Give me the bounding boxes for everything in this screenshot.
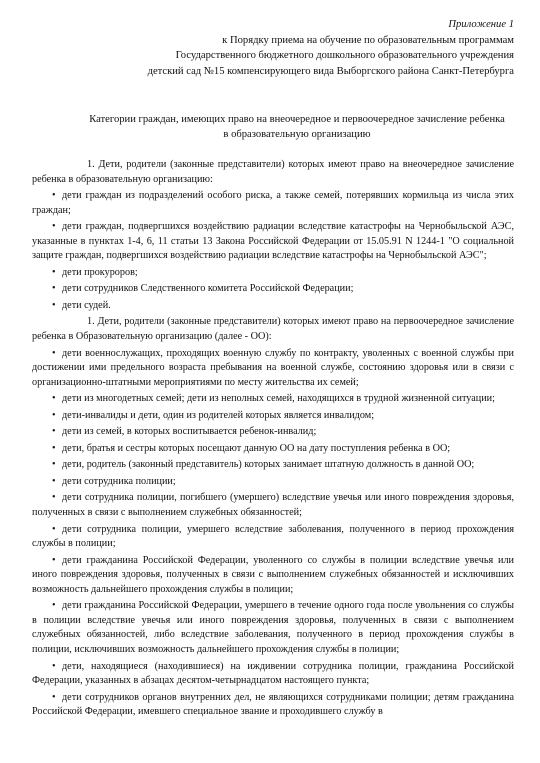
list-item-text: дети прокуроров;	[62, 266, 138, 278]
list-item-text: дети-инвалиды и дети, один из родителей которых является инвалидом;	[62, 409, 375, 421]
bullet-icon: •	[52, 221, 56, 233]
list-item	[32, 347, 514, 391]
bullet-icon: •	[52, 426, 56, 438]
list-item-text: дети, находящиеся (находившиеся) на иждивении сотрудника полиции, гражданина Российской Федерации, указанных в абзацах десятом-четырнадцатом настоящего пункта;	[32, 660, 514, 687]
list-item	[32, 266, 514, 281]
title-line: Категории граждан, имеющих право на внеочередное и первоочередное зачисление ребенка	[89, 114, 505, 125]
bullet-icon: •	[52, 190, 56, 202]
list-item	[32, 458, 514, 473]
header-line: к Порядку приема на обучение по образовательным программам	[222, 34, 514, 46]
bullet-icon: •	[52, 492, 56, 504]
list-item	[32, 409, 514, 424]
bullet-icon: •	[52, 393, 56, 405]
bullet-icon: •	[52, 347, 56, 359]
list-item-text: дети граждан, подвергшихся воздействию радиации вследствие катастрофы на Чернобыльской АЭС, указанные в пунктах 1-4, 6, 11 статьи 13 Закона Российской Федерации от 15.05.91 N 1244-1 "О социальной защите граждан, подвергшихся воздействию радиации вследствие катастрофы на Чернобыльской АЭС";	[32, 221, 514, 262]
bullet-icon: •	[52, 660, 56, 672]
list-item-text: дети, родитель (законный представитель) которых занимает штатную должность в данной ОО;	[62, 459, 475, 471]
list-item-text: дети, братья и сестры которых посещают данную ОО на дату поступления ребенка в ОО;	[62, 442, 451, 454]
list-item	[32, 691, 514, 720]
bullet-icon: •	[52, 266, 56, 278]
list-item	[32, 554, 514, 598]
list-item-text: дети сотрудника полиции;	[62, 475, 176, 487]
list-item	[32, 282, 514, 297]
list-item-text: дети сотрудника полиции, умершего вследствие заболевания, полученного в период прохождения службы в полиции;	[32, 523, 514, 550]
document-title	[80, 112, 514, 142]
list-item	[32, 523, 514, 552]
list-item-text: дети сотрудников Следственного комитета Российской Федерации;	[62, 283, 354, 295]
list-item	[32, 425, 514, 440]
document-header	[148, 17, 514, 79]
bullet-icon: •	[52, 523, 56, 535]
title-line: в образовательную организацию	[223, 129, 371, 140]
list-item-text: дети из семей, в которых воспитывается ребенок-инвалид;	[62, 426, 317, 438]
list-item-text: дети гражданина Российской Федерации, уволенного со службы в полиции вследствие увечья или иного повреждения здоровья, полученных в связи с выполнением служебных обязанностей и исключивших возможность дальнейшего прохождения службы в полиции;	[32, 554, 514, 595]
list-item	[32, 220, 514, 264]
bullet-icon: •	[52, 600, 56, 612]
bullet-icon: •	[52, 554, 56, 566]
list-item-text: дети граждан из подразделений особого риска, а также семей, потерявших кормильца из числа этих граждан;	[32, 190, 514, 216]
list-item-text: дети сотрудника полиции, погибшего (умершего) вследствие увечья или иного повреждения здоровья, полученных в связи с выполнением служебных обязанностей;	[32, 492, 514, 519]
list-item-text: дети гражданина Российской Федерации, умершего в течение одного года после увольнения со службы в полиции вследствие увечья или иного повреждения здоровья, полученных в связи с выполнением служебных обязанностей, либо вследствие заболевания, полученного в период прохождения службы в полиции, исключивших возможность дальнейшего прохождения службы в полиции;	[32, 600, 514, 655]
header-line: детский сад №15 компенсирующего вида Выборгского района Санкт-Петербурга	[147, 65, 514, 77]
list-item	[32, 392, 514, 407]
list-item	[32, 442, 514, 457]
bullet-icon: •	[52, 299, 56, 311]
section-heading: 1. Дети, родители (законные представители) которых имеют право на внеочередное зачисление ребенка в образовательную организацию:	[32, 159, 514, 185]
list-item	[32, 299, 514, 314]
list-item	[32, 599, 514, 657]
list-item-text: дети военнослужащих, проходящих военную службу по контракту, уволенных с военной службы при достижении ими предельного возраста пребывания на военной службе, состоянию здоровья или в связи с организационно-штатными мероприятиями по месту жительства их семей;	[32, 347, 514, 388]
bullet-icon: •	[52, 409, 56, 421]
bullet-icon: •	[52, 283, 56, 295]
list-item	[32, 491, 514, 520]
list-item	[32, 660, 514, 689]
header-line: Государственного бюджетного дошкольного образовательного учреждения	[175, 50, 514, 61]
bullet-icon: •	[52, 459, 56, 471]
list-item-text: дети сотрудников органов внутренних дел, не являющихся сотрудниками полиции; детям гражданина Российской Федерации, имевшего специальное звание и проходившего службу в	[32, 691, 514, 718]
list-item	[32, 475, 514, 490]
list-item-text: дети судей.	[62, 299, 111, 311]
list-item-text: дети из многодетных семей; дети из неполных семей, находящихся в трудной жизненной ситуации;	[62, 393, 495, 405]
list-item	[32, 189, 514, 218]
document-body	[32, 158, 514, 722]
bullet-icon: •	[52, 691, 56, 703]
section-heading: 1. Дети, родители (законные представители) которых имеют право на первоочередное зачисление ребенка в Образовательную организацию (далее - ОО):	[32, 316, 514, 343]
bullet-icon: •	[52, 442, 56, 454]
bullet-icon: •	[52, 475, 56, 487]
appendix-label: Приложение 1	[448, 19, 514, 30]
